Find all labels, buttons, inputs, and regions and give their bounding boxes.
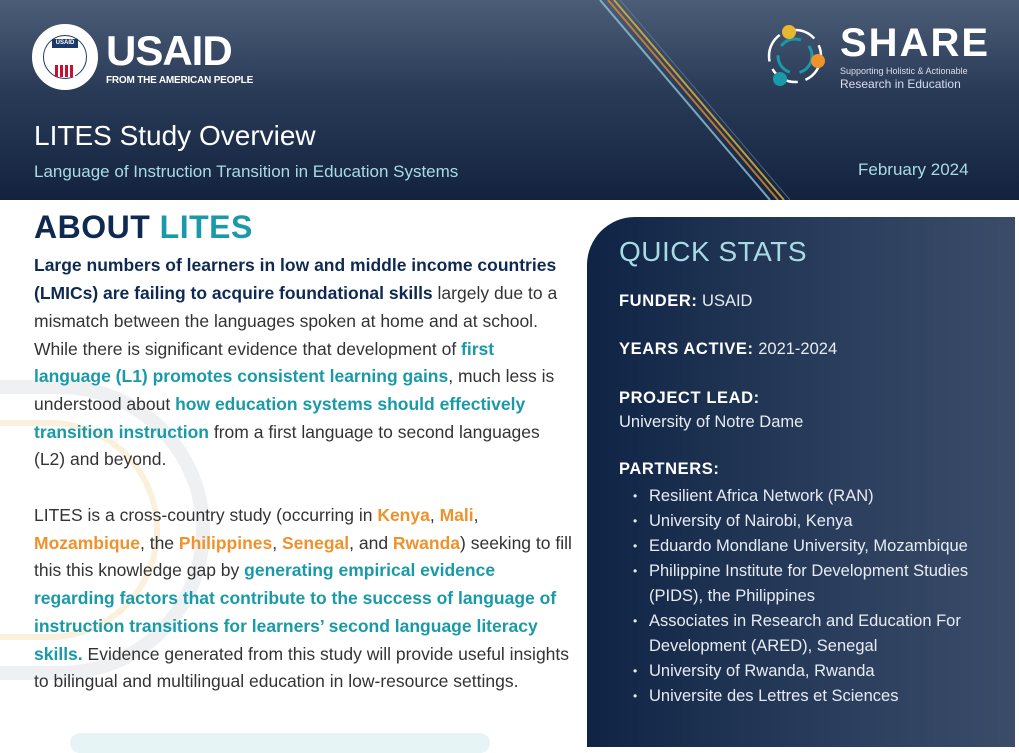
text-segment: first language (L1) promotes consistent learning gains <box>34 338 495 387</box>
text-segment: Rwanda <box>392 532 461 553</box>
text-segment: ) seeking to fill this this knowledge gap by <box>34 532 572 581</box>
text-segment: Evidence generated from this study will provide useful insights to bilingual and multilingual education in low-resource settings. <box>34 643 570 692</box>
usaid-name: USAID <box>106 26 232 74</box>
usaid-seal-icon <box>32 24 98 90</box>
text-segment: Philippines <box>178 532 273 553</box>
text-segment: , <box>429 505 440 526</box>
list-item: • Universite des Lettres et Sciences <box>619 684 999 709</box>
heading-part: LITES <box>159 209 253 245</box>
list-item: • Associates in Research and Education For Development (ARED), Senegal <box>619 609 999 659</box>
callout-box <box>70 733 490 753</box>
list-item: • University of Rwanda, Rwanda <box>619 659 999 684</box>
publication-date: February 2024 <box>858 160 969 179</box>
text-segment: Kenya <box>377 505 430 526</box>
seal-text: USAID <box>52 39 78 48</box>
lead-value: University of Notre Dame <box>619 413 804 432</box>
header-banner <box>0 0 1019 200</box>
page-edge <box>1015 200 1019 737</box>
text-segment: how education systems should effectively transition instruction <box>34 393 526 442</box>
text-segment: Mozambique <box>34 532 140 553</box>
funder-label: FUNDER: <box>619 291 698 310</box>
usaid-tagline: FROM THE AMERICAN PEOPLE <box>106 75 254 87</box>
share-tagline-2: Research in Education <box>840 76 961 91</box>
text-segment: Mali <box>439 505 474 526</box>
text-segment: , <box>272 532 282 553</box>
about-section <box>34 208 574 696</box>
share-name: SHARE <box>840 21 991 65</box>
funder-row <box>619 291 999 312</box>
text-segment: Senegal <box>282 532 350 553</box>
about-paragraph-2 <box>34 502 574 696</box>
list-item: • Resilient Africa Network (RAN) <box>619 484 999 509</box>
usaid-logo <box>32 24 253 90</box>
share-logo <box>760 20 990 91</box>
list-item: • University of Nairobi, Kenya <box>619 509 999 534</box>
page-subtitle: Language of Instruction Transition in Education Systems <box>34 162 459 181</box>
partners-label: PARTNERS: <box>619 460 720 479</box>
text-segment: , <box>473 505 479 526</box>
list-item: • Eduardo Mondlane University, Mozambique <box>619 534 999 559</box>
funder-value: USAID <box>702 291 753 310</box>
text-segment: from a first language to second languages (L2) and beyond. <box>34 421 540 470</box>
text-segment: Large numbers of learners in low and middle income countries (LMICs) are failing to acquire foundational skills <box>34 255 557 304</box>
text-segment: generating empirical evidence regarding factors that contribute to the success of language of instruction transitions for learners’ second language literacy skills. <box>34 560 557 664</box>
share-tagline-1: Supporting Holistic & Actionable <box>840 66 968 76</box>
years-row <box>619 339 999 360</box>
text-segment: largely due to a mismatch between the languages spoken at home and at school. While there is significant evidence that development of <box>34 283 558 359</box>
years-label: YEARS ACTIVE: <box>619 340 754 359</box>
about-paragraph-1 <box>34 252 574 474</box>
text-segment: LITES is a cross-country study (occurring in <box>34 505 378 526</box>
lead-row <box>619 388 999 409</box>
partners-row <box>619 459 999 480</box>
text-segment: , and <box>349 532 393 553</box>
about-heading <box>34 208 574 246</box>
list-item: • Philippine Institute for Development Studies (PIDS), the Philippines <box>619 559 999 609</box>
page-title: LITES Study Overview <box>34 120 316 151</box>
years-value: 2021-2024 <box>758 340 838 359</box>
text-segment: , the <box>139 532 179 553</box>
lead-label: PROJECT LEAD: <box>619 388 760 407</box>
heading-part: ABOUT <box>34 209 151 245</box>
share-circle-icon <box>760 21 830 91</box>
text-segment: , much less is understood about <box>34 366 555 414</box>
partners-list <box>619 484 999 709</box>
quick-stats-heading: QUICK STATS <box>619 236 808 267</box>
quick-stats-panel <box>587 217 1015 747</box>
